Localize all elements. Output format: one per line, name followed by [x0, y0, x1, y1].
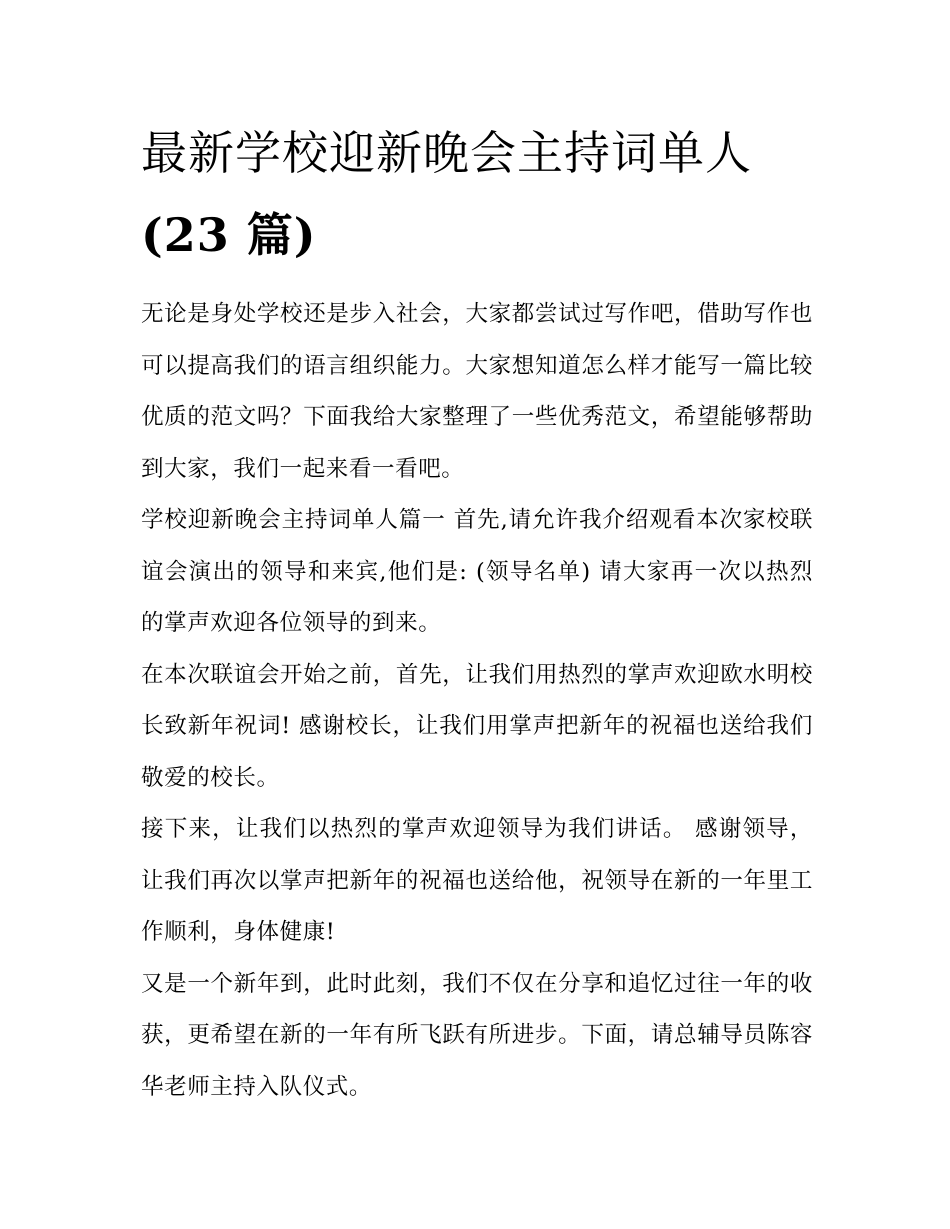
document-title [141, 112, 813, 276]
paragraph-1: 学校迎新晚会主持词单人篇一 首先,请允许我介绍观看本次家校联谊会演出的领导和来宾,他们是: (领导名单) 请大家再一次以热烈的掌声欢迎各位领导的到来。 [141, 507, 813, 636]
paragraph-4: 又是一个新年到，此时此刻，我们不仅在分享和追忆过往一年的收获，更希望在新的一年有所飞跃有所进步。下面，请总辅导员陈容华老师主持入队仪式。 [141, 970, 813, 1100]
document-title-main: 最新学校迎新晚会主持词单人 [141, 126, 752, 180]
paragraph-2: 在本次联谊会开始之前，首先，让我们用热烈的掌声欢迎欧水明校长致新年祝词! 感谢校长，让我们用掌声把新年的祝福也送给我们敬爱的校长。 [141, 661, 813, 791]
paragraph-list [141, 289, 813, 1113]
document-body [141, 112, 813, 1113]
document-title-suffix: (23 篇) [141, 208, 317, 262]
paragraph-intro: 无论是身处学校还是步入社会，大家都尝试过写作吧，借助写作也可以提高我们的语言组织能力。大家想知道怎么样才能写一篇比较优质的范文吗？下面我给大家整理了一些优秀范文，希望能够帮助到大家，我们一起来看一看吧。 [141, 301, 813, 482]
paragraph-3: 接下来，让我们以热烈的掌声欢迎领导为我们讲话。 感谢领导，让我们再次以掌声把新年的祝福也送给他，祝领导在新的一年里工作顺利，身体健康! [141, 816, 813, 945]
